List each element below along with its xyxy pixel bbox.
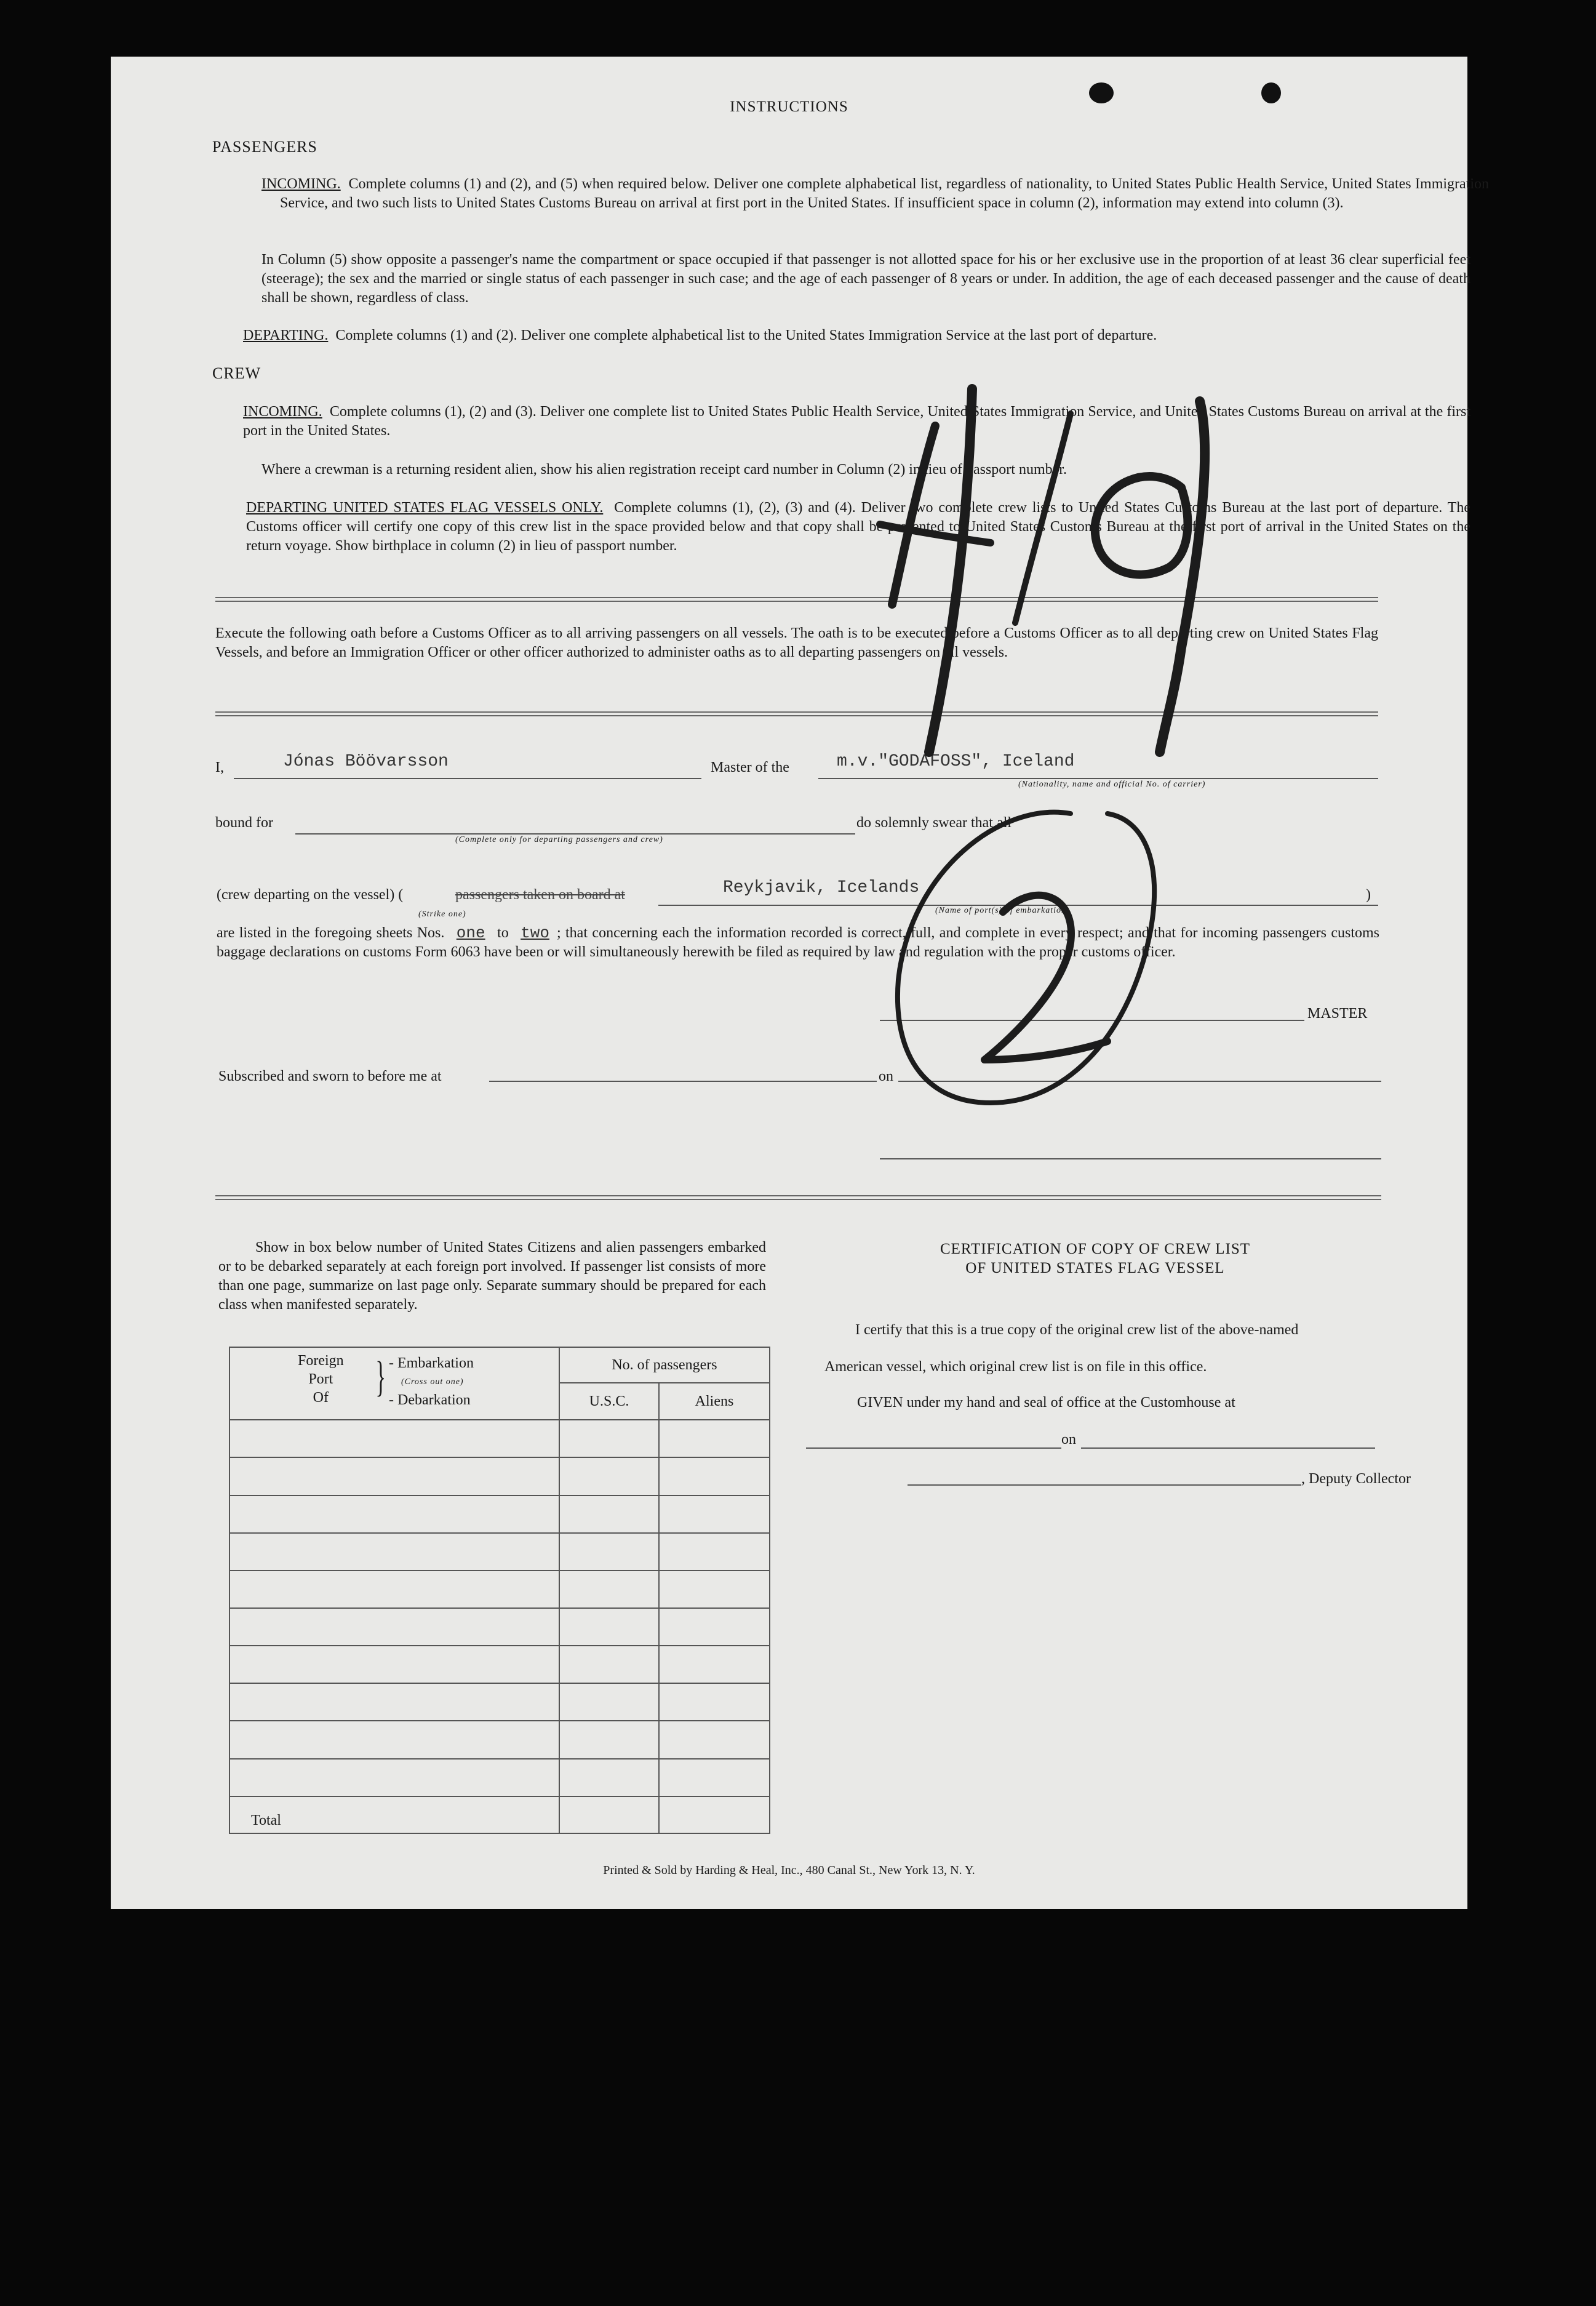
of-word: Of: [313, 1390, 329, 1406]
total-label: Total: [229, 1796, 559, 1833]
sheet-from[interactable]: one: [456, 924, 485, 942]
usc-header: U.S.C.: [559, 1383, 659, 1420]
certification-line-3: GIVEN under my hand and seal of office at the Customhouse at: [857, 1395, 1235, 1411]
sheet-to[interactable]: two: [521, 924, 549, 942]
close-paren: ): [1366, 887, 1371, 903]
oath-instructions: Execute the following oath before a Customs Officer as to all arriving passengers on all vessels. The oath is to be executed before a Customs Officer as to all departing crew on United States Flag Vessels, and before an Immigration Officer or other officer authorized to administer oaths as to all departing passengers on all vessels.: [215, 625, 1378, 660]
aliens-header: Aliens: [659, 1383, 770, 1420]
port-of-embarkation[interactable]: Reykjavik, Icelands: [723, 878, 920, 897]
deputy-collector-label: , Deputy Collector: [1301, 1471, 1411, 1487]
crew-departing-label: (crew departing on the vessel) (: [217, 887, 404, 903]
vessel-name[interactable]: m.v."GODAFOSS", Iceland: [837, 752, 1075, 771]
handwritten-4-stroke: [929, 389, 972, 752]
port-word: Port: [308, 1371, 333, 1387]
handwritten-4-stroke: [892, 426, 935, 604]
oath-i-label: I,: [215, 759, 224, 775]
handwritten-slash-stroke: [1015, 414, 1071, 623]
strike-caption: (Strike one): [418, 910, 466, 919]
summary-instructions: Show in box below number of United States Citizens and alien passengers embarked or to be debarked separately at each foreign port involved. If passenger list consists of more than one page, summarize on last page only. Separate summary should be prepared for each class when manifested separately.: [218, 1239, 766, 1313]
swear-label: do solemnly swear that all: [856, 815, 1011, 831]
crew-flag-text: Complete columns (1), (2), (3) and (4). Deliver two complete crew lists to United States Customs Bureau at the last port of departure. The Customs officer will certify one copy of this crew list in the space provided below and that copy shall be presented to United States Customs Bureau at the first port of arrival in the United States on the return voyage. Show birthplace in column (2) in lieu of passport number.: [246, 500, 1470, 554]
handwritten-annotations: [111, 57, 1467, 1909]
passengers-incoming-text: Complete columns (1) and (2), and (5) when required below. Deliver one complete alphabetical list, regardless of nationality, to United States Public Health Service, United States Immigration Service, and two such lists to United States Customs Bureau on arrival at first port in the United States. If insufficient space in column (2), information may extend into column (3).: [280, 176, 1490, 211]
brace-icon: }: [375, 1353, 386, 1401]
bound-for-caption: (Complete only for departing passengers and crew): [455, 835, 663, 844]
certification-title-1: CERTIFICATION OF COPY OF CREW LIST: [940, 1241, 1251, 1257]
passengers-incoming-label: INCOMING.: [261, 176, 341, 192]
subscribed-on-label: on: [879, 1068, 893, 1084]
master-label: MASTER: [1307, 1006, 1368, 1022]
port-caption: (Name of port(s) of embarkation): [935, 906, 1070, 915]
certification-line-2: American vessel, which original crew list is on file in this office.: [824, 1359, 1207, 1375]
crew-flag-label: DEPARTING UNITED STATES FLAG VESSELS ONLY.: [246, 500, 604, 516]
subscribed-label: Subscribed and sworn to before me at: [218, 1068, 442, 1084]
certification-title-2: OF UNITED STATES FLAG VESSEL: [965, 1260, 1225, 1276]
cross-out-caption: (Cross out one): [401, 1377, 464, 1387]
bound-for-label: bound for: [215, 815, 273, 831]
to-label: to: [497, 925, 509, 941]
no-passengers-header: No. of passengers: [559, 1347, 770, 1383]
passengers-departing-label: DEPARTING.: [243, 327, 329, 343]
crew-incoming-text: Complete columns (1), (2) and (3). Deliver one complete list to United States Public Health Service, United States Immigration Service, and United States Customs Bureau on arrival at the first port in the United States.: [243, 404, 1471, 439]
passengers-heading: PASSENGERS: [212, 138, 317, 156]
crew-heading: CREW: [212, 364, 261, 382]
embarkation-label: - Embarkation: [389, 1355, 474, 1371]
master-of-label: Master of the: [711, 759, 789, 775]
sheets-text: ; that concerning each the information recorded is correct, full, and complete in every respect; and that for incoming passengers customs baggage declarations on customs Form 6063 have been or will simultaneously herewith be filed as required by law and regulation with the proper customs officer.: [217, 925, 1380, 960]
foreign-word: Foreign: [298, 1353, 344, 1369]
struck-text: passengers taken on board at: [455, 887, 625, 903]
vessel-caption: (Nationality, name and official No. of carrier): [1018, 780, 1206, 789]
debarkation-label: - Debarkation: [389, 1392, 471, 1408]
handwritten-4-stroke: [880, 524, 991, 543]
handwritten-9-stem: [1160, 401, 1205, 752]
certification-line-1: I certify that this is a true copy of the original crew list of the above-named: [855, 1322, 1299, 1338]
instructions-title: INSTRUCTIONS: [730, 98, 848, 115]
certification-on-label: on: [1061, 1431, 1076, 1447]
crew-resident-paragraph: Where a crewman is a returning resident alien, show his alien registration receipt card number in Column (2) in lieu of passport number.: [261, 462, 1067, 478]
handwritten-9-loop: [1095, 476, 1188, 574]
printer-footer: Printed & Sold by Harding & Heal, Inc., 480 Canal St., New York 13, N. Y.: [603, 1864, 975, 1877]
column5-paragraph: In Column (5) show opposite a passenger's name the compartment or space occupied if that passenger is not allotted space for his or her exclusive use in the proportion of at least 36 clear superficial feet (steerage); the sex and the married or single status of each passenger in such case; and the age of each passenger of 8 years or under. In addition, the age of each deceased passenger and the cause of death shall be shown, regardless of class.: [261, 252, 1470, 306]
master-name[interactable]: Jónas Böövarsson: [283, 752, 449, 771]
passengers-departing-text: Complete columns (1) and (2). Deliver one complete alphabetical list to the United States Immigration Service at the last port of departure.: [335, 327, 1157, 343]
crew-incoming-label: INCOMING.: [243, 404, 322, 420]
sheets-label: are listed in the foregoing sheets Nos.: [217, 925, 445, 941]
document-page: [111, 57, 1490, 1909]
handwritten-2-stroke: [984, 895, 1107, 1060]
